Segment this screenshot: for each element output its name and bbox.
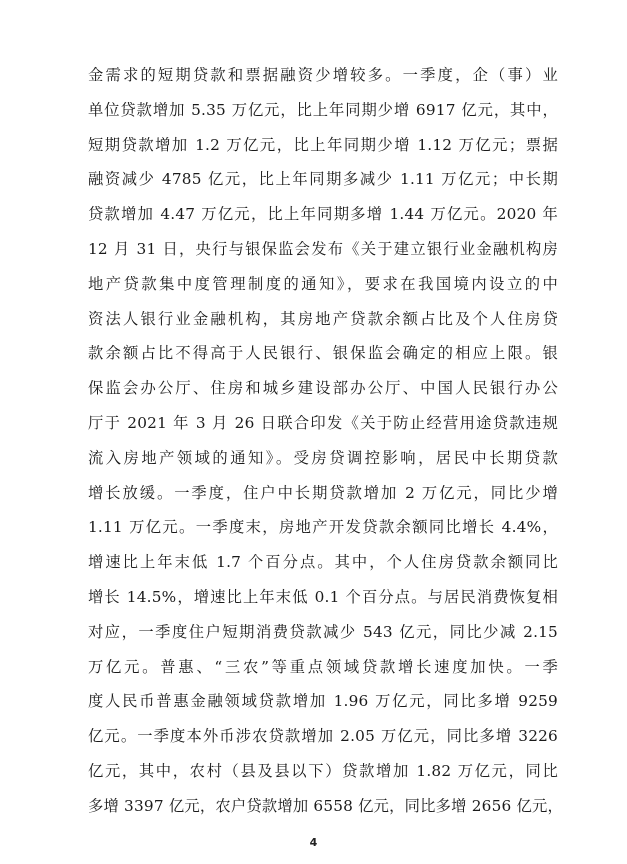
text-line: 度人民币普惠金融领域贷款增加 1.96 万亿元，同比多增 9259 [88,692,558,711]
text-line: 增长放缓。一季度，住户中长期贷款增加 2 万亿元，同比少增 [88,483,558,502]
text-line: 亿元，其中，农村（县及县以下）贷款增加 1.82 万亿元，同比 [88,761,558,780]
body-paragraph [88,58,563,824]
text-line: 地产贷款集中度管理制度的通知》，要求在我国境内设立的中 [88,274,558,293]
text-line: 增长 14.5%，增速比上年末低 0.1 个百分点。与居民消费恢复相 [88,587,558,606]
text-line: 增速比上年末低 1.7 个百分点。其中，个人住房贷款余额同比 [88,553,558,572]
text-line: 单位贷款增加 5.35 万亿元，比上年同期少增 6917 亿元，其中， [88,100,558,119]
text-line: 对应，一季度住户短期消费贷款减少 543 亿元，同比少减 2.15 [88,622,558,641]
text-line: 金需求的短期贷款和票据融资少增较多。一季度，企（事）业 [88,66,558,84]
text-line: 贷款增加 4.47 万亿元，比上年同期多增 1.44 万亿元。2020 年 [88,205,558,224]
page-number: 4 [309,836,318,849]
text-line: 1.11 万亿元。一季度末，房地产开发贷款余额同比增长 4.4%， [88,518,558,537]
text-line: 万亿元。普惠、“三农”等重点领域贷款增长速度加快。一季 [88,657,558,676]
text-line: 短期贷款增加 1.2 万亿元，比上年同期少增 1.12 万亿元；票据 [88,135,558,154]
text-line: 多增 3397 亿元，农户贷款增加 6558 亿元，同比多增 2656 亿元， [88,796,563,815]
text-line: 12 月 31 日，央行与银保监会发布《关于建立银行业金融机构房 [88,239,558,258]
text-line: 亿元。一季度本外币涉农贷款增加 2.05 万亿元，同比多增 3226 [88,727,558,746]
text-line: 流入房地产领域的通知》。受房贷调控影响，居民中长期贷款 [88,448,558,467]
text-line: 厅于 2021 年 3 月 26 日联合印发《关于防止经营用途贷款违规 [88,413,558,432]
text-line: 款余额占比不得高于人民银行、银保监会确定的相应上限。银 [88,344,558,363]
text-line: 资法人银行业金融机构，其房地产贷款余额占比及个人住房贷 [88,309,558,328]
text-line: 融资减少 4785 亿元，比上年同期多减少 1.11 万亿元；中长期 [88,170,558,189]
text-line: 保监会办公厅、住房和城乡建设部办公厅、中国人民银行办公 [88,379,558,398]
